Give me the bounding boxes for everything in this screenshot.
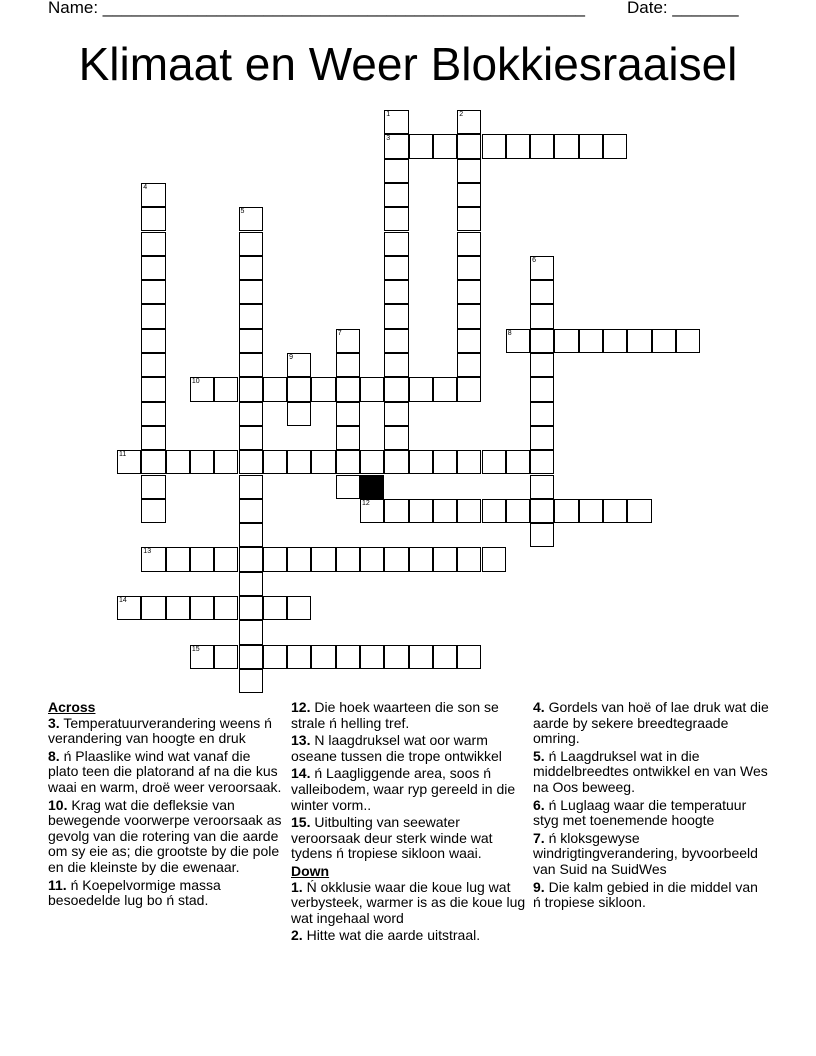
grid-cell[interactable] [384,353,408,377]
grid-cell[interactable] [506,329,530,353]
grid-cell[interactable] [141,475,165,499]
grid-cell[interactable] [360,645,384,669]
grid-cell[interactable] [239,329,263,353]
page-title: Klimaat en Weer Blokkiesraaisel [78,38,738,90]
grid-cell[interactable] [141,450,165,474]
grid-cell[interactable] [141,426,165,450]
grid-cell[interactable] [457,256,481,280]
grid-cell[interactable] [409,377,433,401]
grid-cell[interactable] [141,183,165,207]
grid-cell[interactable] [457,304,481,328]
grid-cell[interactable] [141,402,165,426]
grid-cell[interactable] [482,547,506,571]
clues-column-2 [291,700,527,946]
grid-cell[interactable] [603,499,627,523]
grid-cell[interactable] [506,499,530,523]
grid-cell[interactable] [141,256,165,280]
clue-text: N laagdruksel wat oor warm oseane tussen die trope ontwikkel [291,732,502,764]
grid-cell[interactable] [239,596,263,620]
grid-cell[interactable] [360,377,384,401]
grid-cell[interactable] [530,450,554,474]
grid-cell[interactable] [384,134,408,158]
grid-cell[interactable] [287,450,311,474]
grid-cell[interactable] [263,596,287,620]
down-heading: Down [291,862,330,879]
clue-text: ń Luglaag waar die temperatuur styg met toenemende hoogte [533,796,747,829]
grid-cell[interactable] [530,523,554,547]
grid-cell[interactable] [239,402,263,426]
grid-cell[interactable] [457,280,481,304]
grid-cell[interactable] [627,499,651,523]
clue-text: Ń okklusie waar die koue lug wat verbysteek, warmer is as die koue lug wat ingehaal word [291,878,526,926]
grid-cell[interactable] [190,596,214,620]
grid-cell[interactable] [141,207,165,231]
grid-cell[interactable] [457,450,481,474]
grid-cell[interactable] [263,547,287,571]
clue-down-6 [533,798,769,829]
grid-cell[interactable] [263,645,287,669]
clue-number: 6. [533,796,545,813]
grid-cell[interactable] [214,377,238,401]
grid-cell[interactable] [384,304,408,328]
clue-down-2 [291,928,527,944]
grid-cell[interactable] [166,450,190,474]
grid-cell[interactable] [482,450,506,474]
grid-cell[interactable] [457,159,481,183]
grid-cell[interactable] [384,402,408,426]
grid-cell[interactable] [141,596,165,620]
grid-cell[interactable] [554,134,578,158]
grid-cell[interactable] [311,450,335,474]
clue-text: Die kalm gebied in die middel van ń tropiese sikloon. [533,878,758,911]
grid-cell[interactable] [603,134,627,158]
grid-cell[interactable] [336,450,360,474]
grid-cell[interactable] [506,134,530,158]
grid-cell[interactable] [384,547,408,571]
grid-cell[interactable] [141,499,165,523]
grid-cell[interactable] [457,329,481,353]
grid-cell[interactable] [190,450,214,474]
cell-number: 2 [459,111,464,118]
grid-cell[interactable] [676,329,700,353]
clue-across-8 [48,749,284,796]
grid-cell[interactable] [530,499,554,523]
grid-cell[interactable] [287,377,311,401]
grid-cell[interactable] [579,134,603,158]
grid-cell[interactable] [336,353,360,377]
cell-number: 9 [289,354,293,361]
clue-number: 11. [48,876,67,893]
grid-cell[interactable] [384,450,408,474]
grid-cell[interactable] [336,402,360,426]
grid-cell[interactable] [239,256,263,280]
clue-down-5 [533,749,769,796]
grid-cell[interactable] [239,280,263,304]
grid-cell[interactable] [384,159,408,183]
clue-text: ń Koepelvormige massa besoedelde lug bo ń stad. [48,876,221,909]
grid-cell[interactable] [457,547,481,571]
grid-cell[interactable] [117,450,141,474]
grid-cell[interactable] [506,450,530,474]
grid-cell[interactable] [384,499,408,523]
clue-text: Uitbulting van seewater veroorsaak deur sterk winde wat tydens ń tropiese sikloon waai. [291,814,493,862]
grid-cell[interactable] [384,280,408,304]
clue-number: 9. [533,878,545,895]
clue-text: ń Laagdruksel wat in die middelbreedtes ontwikkel en van Wes na Oos beweeg. [533,747,768,795]
clue-number: 8. [48,747,60,764]
grid-cell[interactable] [457,377,481,401]
grid-cell[interactable] [384,377,408,401]
grid-cell[interactable] [627,329,651,353]
grid-cell[interactable] [239,547,263,571]
grid-cell[interactable] [384,256,408,280]
grid-cell[interactable] [239,232,263,256]
grid-cell[interactable] [433,377,457,401]
grid-cell[interactable] [384,645,408,669]
grid-cell[interactable] [530,134,554,158]
clue-text: Temperatuurverandering weens ń verandering van hoogte en druk [48,714,272,747]
clue-number: 5. [533,747,545,764]
clue-down-1 [291,880,527,927]
grid-cell[interactable] [141,329,165,353]
grid-cell[interactable] [652,329,676,353]
grid-cell[interactable] [603,329,627,353]
grid-cell[interactable] [239,353,263,377]
grid-cell[interactable] [239,304,263,328]
clue-number: 14. [291,765,311,782]
grid-cell[interactable] [530,329,554,353]
clue-text: ń Laagliggende area, soos ń valleibodem, waar ryp gereeld in die winter vorm.. [291,765,516,813]
grid-cell[interactable] [239,572,263,596]
grid-cell[interactable] [457,110,481,134]
grid-cell[interactable] [457,499,481,523]
grid-block-cell [360,475,384,499]
cell-number: 1 [386,111,391,118]
grid-cell[interactable] [409,499,433,523]
cell-number: 10 [191,378,200,386]
clue-text: Gordels van hoë of lae druk wat die aarde by sekere breedtegraade omring. [533,699,769,747]
grid-cell[interactable] [457,134,481,158]
grid-cell[interactable] [360,450,384,474]
grid-cell[interactable] [166,596,190,620]
name-field-label[interactable]: Name: ___________________________________________________ [48,0,585,17]
grid-cell[interactable] [263,450,287,474]
grid-cell[interactable] [409,547,433,571]
clue-across-10 [48,798,284,876]
cell-number: 12 [362,499,370,507]
grid-cell[interactable] [239,377,263,401]
cell-number: 14 [119,597,127,604]
grid-cell[interactable] [360,547,384,571]
grid-cell[interactable] [287,596,311,620]
grid-cell[interactable] [287,402,311,426]
cell-number: 11 [119,451,127,459]
grid-cell[interactable] [384,329,408,353]
clues-column-1 [48,700,284,911]
grid-cell[interactable] [166,547,190,571]
clue-across-11 [48,878,284,909]
grid-cell[interactable] [263,377,287,401]
grid-cell[interactable] [287,547,311,571]
grid-cell[interactable] [457,183,481,207]
clue-text: Krag wat die defleksie van bewegende voorwerpe veroorsaak as gevolg van die rotering van die aarde om sy eie as; die grootste by die pole en die kleinste by die ewenaar. [48,796,282,875]
clue-across-15 [291,815,527,862]
cell-number: 3 [386,135,391,143]
grid-cell[interactable] [384,207,408,231]
grid-cell[interactable] [214,450,238,474]
grid-cell[interactable] [530,280,554,304]
grid-cell[interactable] [214,645,238,669]
grid-cell[interactable] [141,280,165,304]
grid-cell[interactable] [239,426,263,450]
grid-cell[interactable] [409,134,433,158]
grid-cell[interactable] [336,475,360,499]
grid-cell[interactable] [287,353,311,377]
across-heading: Across [48,699,96,715]
grid-cell[interactable] [457,645,481,669]
grid-cell[interactable] [433,547,457,571]
grid-cell[interactable] [579,329,603,353]
grid-cell[interactable] [457,207,481,231]
date-field-label[interactable]: Date: _______ [627,0,739,17]
grid-cell[interactable] [239,450,263,474]
clue-number: 15. [291,814,311,831]
grid-cell[interactable] [239,645,263,669]
clue-number: 1. [291,878,303,895]
clue-down-7 [533,831,769,878]
grid-cell[interactable] [433,645,457,669]
cell-number: 4 [143,183,148,191]
grid-cell[interactable] [360,499,384,523]
grid-cell[interactable] [239,475,263,499]
grid-cell[interactable] [384,110,408,134]
grid-cell[interactable] [482,134,506,158]
grid-cell[interactable] [482,499,506,523]
clue-across-14 [291,766,527,813]
grid-cell[interactable] [384,232,408,256]
grid-cell[interactable] [311,547,335,571]
grid-cell[interactable] [409,450,433,474]
grid-cell[interactable] [287,645,311,669]
grid-cell[interactable] [336,645,360,669]
grid-cell[interactable] [141,232,165,256]
clue-text: Die hoek waarteen die son se strale ń helling tref. [291,699,499,731]
grid-cell[interactable] [239,207,263,231]
grid-cell[interactable] [530,353,554,377]
clue-number: 12. [291,699,311,715]
clue-down-4 [533,700,769,747]
clue-across-12 [291,700,527,731]
grid-cell[interactable] [530,304,554,328]
grid-cell[interactable] [384,183,408,207]
grid-cell[interactable] [141,304,165,328]
clue-number: 3. [48,714,60,731]
grid-cell[interactable] [554,329,578,353]
grid-cell[interactable] [530,256,554,280]
grid-cell[interactable] [457,353,481,377]
clue-text: Hitte wat die aarde uitstraal. [306,927,481,944]
grid-cell[interactable] [190,645,214,669]
clue-across-13 [291,733,527,764]
grid-cell[interactable] [239,620,263,644]
grid-cell[interactable] [311,377,335,401]
clue-across-3 [48,716,284,747]
clue-number: 2. [291,927,303,944]
grid-cell[interactable] [433,134,457,158]
grid-cell[interactable] [409,645,433,669]
clue-text: ń kloksgewyse windrigtingverandering, byvoorbeeld van Suid na SuidWes [533,829,758,877]
grid-cell[interactable] [190,547,214,571]
grid-cell[interactable] [433,450,457,474]
clue-number: 13. [291,732,311,749]
grid-cell[interactable] [336,547,360,571]
cell-number: 7 [337,329,342,337]
clue-number: 4. [533,699,545,715]
grid-cell[interactable] [239,669,263,693]
grid-cell[interactable] [214,547,238,571]
grid-cell[interactable] [579,499,603,523]
grid-cell[interactable] [190,377,214,401]
grid-cell[interactable] [336,329,360,353]
grid-cell[interactable] [117,596,141,620]
clue-down-9 [533,880,769,911]
cell-number: 15 [191,645,200,653]
grid-cell[interactable] [141,377,165,401]
grid-cell[interactable] [384,426,408,450]
grid-cell[interactable] [530,402,554,426]
grid-cell[interactable] [239,523,263,547]
grid-cell[interactable] [457,232,481,256]
clue-number: 7. [533,829,545,846]
cell-number: 13 [143,548,152,556]
grid-cell[interactable] [239,499,263,523]
grid-cell[interactable] [336,426,360,450]
cell-number: 6 [532,256,536,264]
grid-cell[interactable] [141,353,165,377]
grid-cell[interactable] [311,645,335,669]
clues-column-3 [533,700,769,913]
grid-cell[interactable] [141,547,165,571]
grid-cell[interactable] [554,499,578,523]
grid-cell[interactable] [336,377,360,401]
cell-number: 8 [507,329,512,337]
grid-cell[interactable] [214,596,238,620]
grid-cell[interactable] [530,426,554,450]
grid-cell[interactable] [433,499,457,523]
grid-cell[interactable] [530,475,554,499]
clue-text: ń Plaaslike wind wat vanaf die plato teen die platorand af na die kus waai en warm, droë weer veroorsaak. [48,747,282,795]
grid-cell[interactable] [530,377,554,401]
clue-number: 10. [48,796,68,813]
cell-number: 5 [240,208,245,216]
